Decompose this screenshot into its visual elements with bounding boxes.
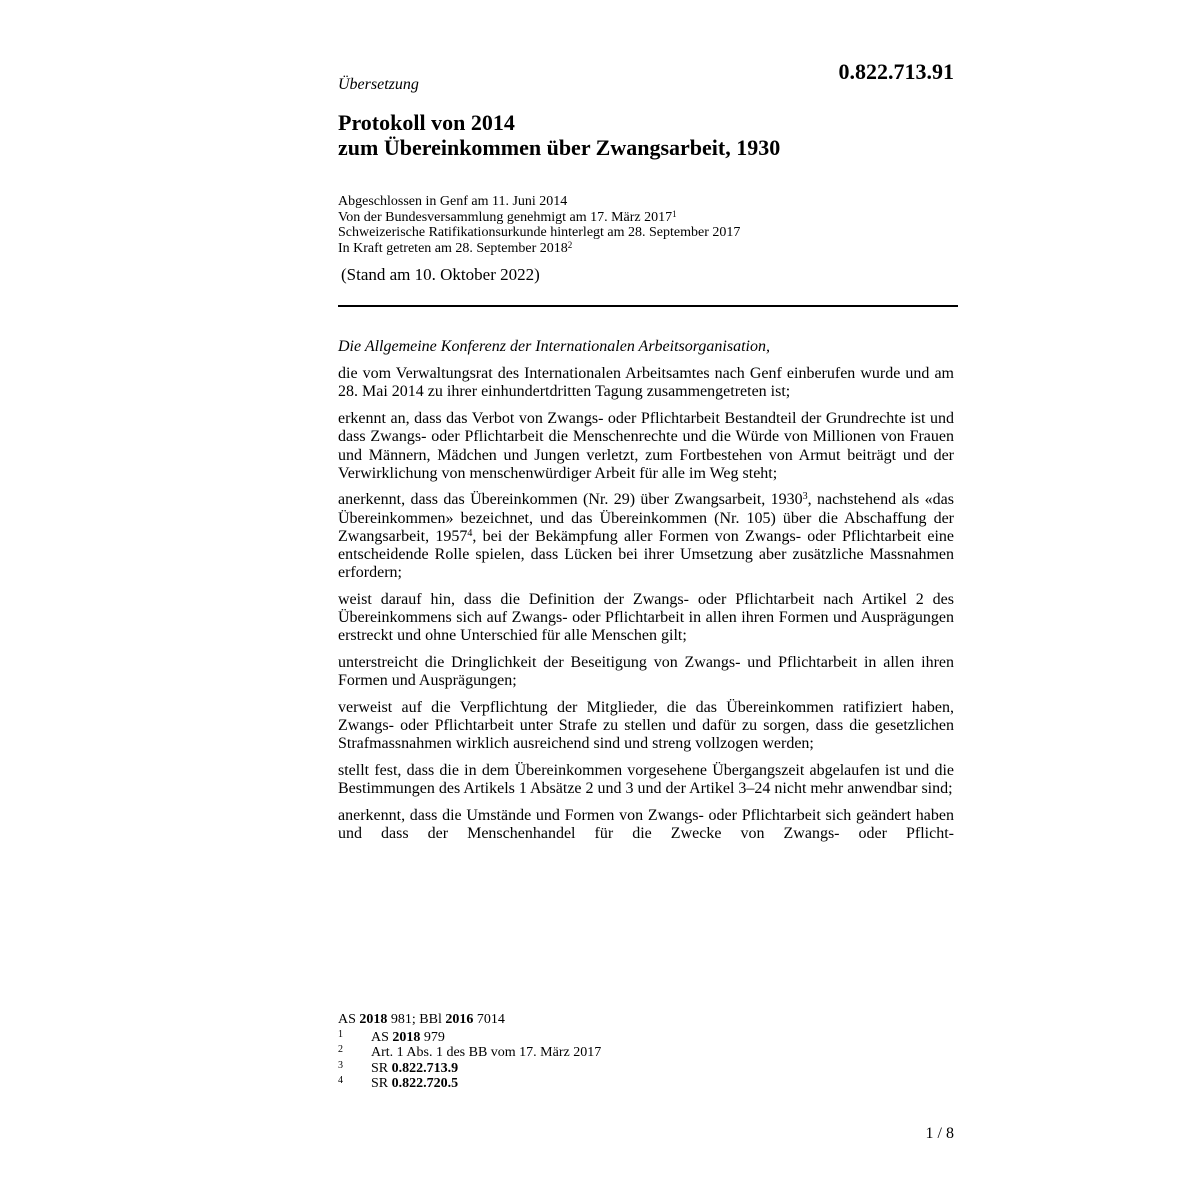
sr-number: 0.822.713.91 xyxy=(838,59,954,84)
source-bbl-year: 2016 xyxy=(445,1012,474,1027)
preamble-paragraph-7: stellt fest, dass die in dem Übereinkommen vorgesehene Übergangszeit abgelaufen ist und die Bestimmungen des Artikels 1 Absätze 2 und 3 und der Artikel 3–24 nicht mehr anwendbar sind; xyxy=(338,762,954,798)
source-as-year: 2018 xyxy=(359,1012,388,1027)
document-metadata xyxy=(338,194,958,256)
footnote-item xyxy=(338,1045,958,1061)
footnote-text xyxy=(371,1045,601,1061)
source-bbl-page: 7014 xyxy=(473,1012,505,1027)
status-date: (Stand am 10. Oktober 2022) xyxy=(341,265,540,284)
p3-part-c: , bei der Bekämpfung aller Formen von Zwangs- oder Pflichtarbeit eine entscheidende Rolle spielen, dass Lücken bei ihrer Umsetzung aber zusätzliche Massnahmen erfordern; xyxy=(338,527,955,582)
footnote-text xyxy=(371,1076,458,1092)
footnote-source xyxy=(338,1012,958,1028)
preamble-paragraph-6: verweist auf die Verpflichtung der Mitglieder, die das Übereinkommen ratifiziert haben, Zwangs- oder Pflichtarbeit unter Strafe zu stellen und dafür zu sorgen, dass die gesetzlichen Strafmassnahmen wirklich ausreichend sind und streng vollzogen werden; xyxy=(338,698,954,753)
footnote-number: 2 xyxy=(338,1044,343,1055)
footnote-text xyxy=(371,1061,458,1077)
page-number: 1 / 8 xyxy=(925,1125,954,1142)
footnotes xyxy=(338,1012,958,1092)
meta-approved-line xyxy=(338,210,958,226)
title-line-2: zum Übereinkommen über Zwangsarbeit, 1930 xyxy=(338,135,781,160)
meta-approved: Von der Bundesversammlung genehmigt am 17. März 2017 xyxy=(338,209,673,225)
footnote-ref-4[interactable]: 4 xyxy=(467,527,473,539)
footnote-item xyxy=(338,1076,958,1092)
translation-label: Übersetzung xyxy=(338,76,419,93)
document-title xyxy=(338,110,958,160)
preamble xyxy=(338,338,954,852)
footnote-pre: SR xyxy=(371,1076,392,1091)
footnote-number: 1 xyxy=(338,1028,343,1040)
footnote-pre: AS xyxy=(371,1029,393,1045)
footnote-item xyxy=(338,1030,958,1046)
footnote-item xyxy=(338,1061,958,1077)
preamble-lead: Die Allgemeine Konferenz der Internationalen Arbeitsorganisation, xyxy=(338,338,770,355)
meta-ratification: Schweizerische Ratifikationsurkunde hinterlegt am 28. September 2017 xyxy=(338,225,741,240)
footnote-bold: 0.822.720.5 xyxy=(391,1076,459,1091)
footnote-ref-1[interactable]: 1 xyxy=(672,208,677,219)
meta-concluded: Abgeschlossen in Genf am 11. Juni 2014 xyxy=(338,194,568,209)
preamble-paragraph-5: unterstreicht die Dringlichkeit der Beseitigung von Zwangs- und Pflichtarbeit in allen ihren Formen und Ausprägungen; xyxy=(338,654,954,690)
footnote-text xyxy=(371,1030,445,1046)
preamble-paragraph-2: erkennt an, dass das Verbot von Zwangs- oder Pflichtarbeit Bestandteil der Grundrechte ist und dass Zwangs- oder Pflichtarbeit die Menschenrechte und die Würde von Millionen von Frauen und Männern, Mädchen und Jungen verletzt, zum Fortbestehen von Armut beiträgt und der Verwirklichung von menschenwürdiger Arbeit für alle im Weg steht; xyxy=(338,410,954,482)
footnote-ref-2[interactable]: 2 xyxy=(567,239,573,250)
p3-part-a: anerkennt, dass das Übereinkommen (Nr. 29) über Zwangsarbeit, 1930 xyxy=(338,491,803,509)
footnote-pre: SR xyxy=(371,1060,392,1076)
source-as-page: 981; BBl xyxy=(387,1012,446,1027)
preamble-paragraph-3 xyxy=(338,491,954,582)
meta-in-force-line xyxy=(338,241,958,257)
p3-part-b: , nachstehend als «das Übereinkommen» bezeichnet, und das Übereinkommen (Nr. 105) über die Abschaffung der Zwangsarbeit, 1957 xyxy=(338,491,954,545)
footnote-ref-3[interactable]: 3 xyxy=(802,491,808,503)
header-divider xyxy=(338,305,958,307)
preamble-paragraph-1: die vom Verwaltungsrat des Internationalen Arbeitsamtes nach Genf einberufen wurde und am 28. Mai 2014 zu ihrer einhundertdritten Tagung zusammengetreten ist; xyxy=(338,365,954,401)
footnote-number: 3 xyxy=(338,1059,343,1071)
source-as-label: AS xyxy=(338,1012,360,1027)
footnote-bold: 2018 xyxy=(392,1029,421,1045)
preamble-paragraph-8: anerkennt, dass die Umstände und Formen von Zwangs- oder Pflichtarbeit sich geändert haben und dass der Menschenhandel für die Zwecke von Zwangs- oder Pflicht- xyxy=(338,806,954,843)
preamble-paragraph-4: weist darauf hin, dass die Definition der Zwangs- oder Pflichtarbeit nach Artikel 2 des Übereinkommens sich auf Zwangs- oder Pflichtarbeit in allen ihren Formen und Ausprägungen erstreckt und ohne Unterschied für alle Menschen gilt; xyxy=(338,590,954,645)
footnote-bold: 0.822.713.9 xyxy=(391,1060,459,1076)
meta-in-force: In Kraft getreten am 28. September 2018 xyxy=(338,240,568,256)
title-line-1: Protokoll von 2014 xyxy=(338,110,515,135)
footnote-post: 979 xyxy=(420,1029,445,1045)
footnote-pre: Art. 1 Abs. 1 des BB vom 17. März 2017 xyxy=(371,1045,602,1060)
footnote-number: 4 xyxy=(338,1075,343,1086)
